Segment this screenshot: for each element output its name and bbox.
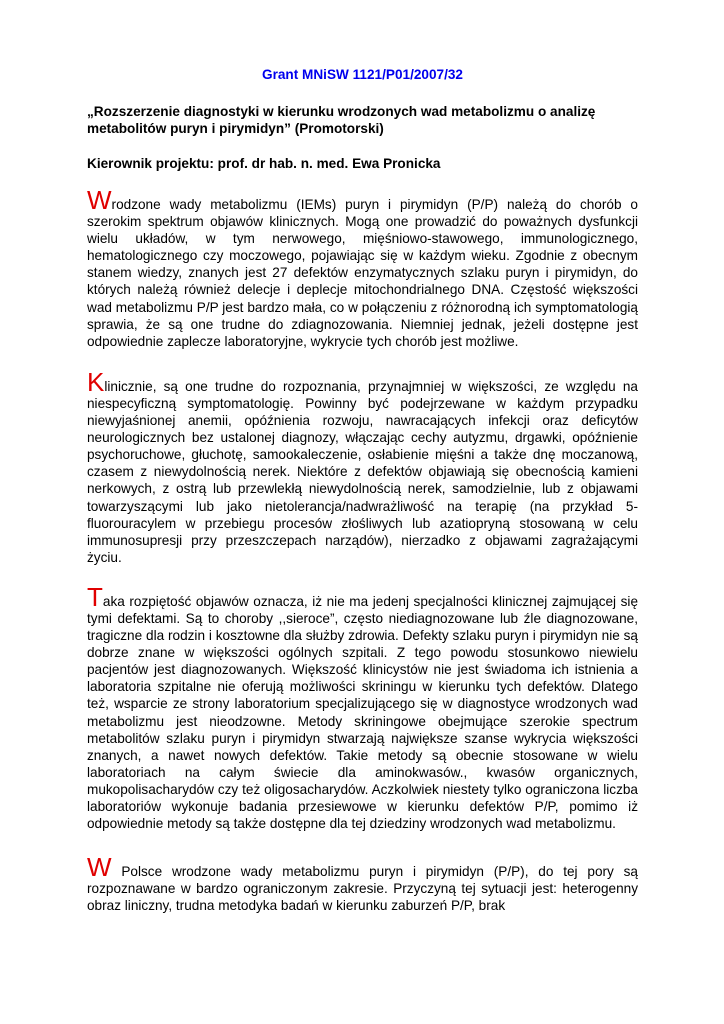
paragraph-text: Polsce wrodzone wady metabolizmu puryn i pirymidyn (P/P), do tej pory są rozpoznawane w bardzo ograniczonym zakresie. Przyczyną tej sytuacji jest: heterogenny obraz liniczny, trudna metodyka badań w kierunku zaburzeń P/P, brak bbox=[87, 864, 638, 914]
paragraph-text: rodzone wady metabolizmu (IEMs) puryn i pirymidyn (P/P) należą do chorób o szerokim spektrum objawów klinicznych. Mogą one prowadzić do poważnych dysfunkcji wielu układów, w tym nerwowego, mięśniowo-stawowego, immunologicznego, hematologicznego czy moczowego, pojawiając się w każdym wieku. Zgodnie z obecnym stanem wiedzy, znanych jest 27 defektów enzymatycznych szlaku puryn i pirymidyn, do których należą również delecje i deplecje mitochondrialnego DNA. Częstość większości wad metabolizmu P/P jest bardzo mała, co w połączeniu z różnorodną ich symptomatologią sprawia, że są one trudne do zdiagnozowania. Niemniej jednak, jeżeli dostępne jest odpowiednie zaplecze laboratoryjne, wykrycie tych chorób jest możliwe. bbox=[87, 197, 638, 349]
drop-cap: W bbox=[87, 185, 112, 215]
drop-cap: T bbox=[87, 581, 103, 612]
project-title: „Rozszerzenie diagnostyki w kierunku wrodzonych wad metabolizmu o analizę metabolitów puryn i pirymidyn” (Promotorski) bbox=[87, 104, 596, 136]
document-page bbox=[87, 66, 638, 914]
drop-cap: K bbox=[87, 366, 105, 397]
paragraph-2 bbox=[87, 366, 638, 566]
drop-cap: W bbox=[87, 852, 112, 883]
paragraph-text: linicznie, są one trudne do rozpoznania, przynajmniej w większości, ze względu na niespecyficzną symptomatologię. Powinny być podejrzewane w każdym przypadku niewyjaśnionej anemii, opóźnienia rozwoju, nawracających infekcji oraz deficytów neurologicznych bez ustalonej diagnozy, włączając cechy autyzmu, drgawki, opóźnienie psychoruchowe, głuchotę, samookaleczenie, osłabienie mięśni a także dnę moczanową, czasem z niewydolnością nerek. Niektóre z defektów objawiają się obecnością kamieni nerkowych, z ostrą lub przewlekłą niewydolnością nerek, samodzielnie, lub z objawami towarzyszącymi lub jako nietolerancja/nadwrażliwość na terapię (na przykład 5-fluorouracylem w przebiegu procesów złośliwych lub azatiopryną stosowaną w celu immunosupresji przy przeszczepach narządów), nierzadko z objawami zagrażającymi życiu. bbox=[87, 378, 638, 565]
project-manager: Kierownik projektu: prof. dr hab. n. med. Ewa Pronicka bbox=[87, 156, 441, 171]
paragraph-1 bbox=[87, 185, 638, 350]
paragraph-4 bbox=[87, 852, 638, 914]
paragraph-3 bbox=[87, 581, 638, 832]
grant-number: Grant MNiSW 1121/P01/2007/32 bbox=[262, 67, 463, 82]
paragraph-text: aka rozpiętość objawów oznacza, iż nie ma jedenj specjalności klinicznej zajmującej się tymi defektami. Są to choroby ,,sieroce”, często niediagnozowane lub źle diagnozowane, tragiczne dla rodzin i kosztowne dla służby zdrowia. Defekty szlaku puryn i pirymidyn nie są dobrze znane w większości ogólnych szpitali. Z tego powodu stosunkowo niewielu pacjentów jest diagnozowanych. Większość klinicystów nie jest świadoma ich istnienia a laboratoria szpitalne nie oferują możliwości skriningu w kierunku tych defektów. Dlatego też, wsparcie ze strony laboratorium specjalizującego się w diagnostyce wrodzonych wad metabolizmu jest nieodzowne. Metody skriningowe obejmujące szerokie spectrum metabolitów szlaku puryn i pirymidyn stwarzają największe szanse wykrycia większości znanych, a nawet nowych defektów. Takie metody są obecnie stosowane w wielu laboratoriach na całym świecie dla aminokwasów., kwasów organicznych, mukopolisacharydów czy też oligosacharydów. Aczkolwiek niestety tylko ograniczona liczba laboratoriów wykonuje badania przesiewowe w kierunku defektów P/P, pomimo iż odpowiednie metody są także dostępne dla tej dziedziny wrodzonych wad metabolizmu. bbox=[87, 593, 638, 832]
